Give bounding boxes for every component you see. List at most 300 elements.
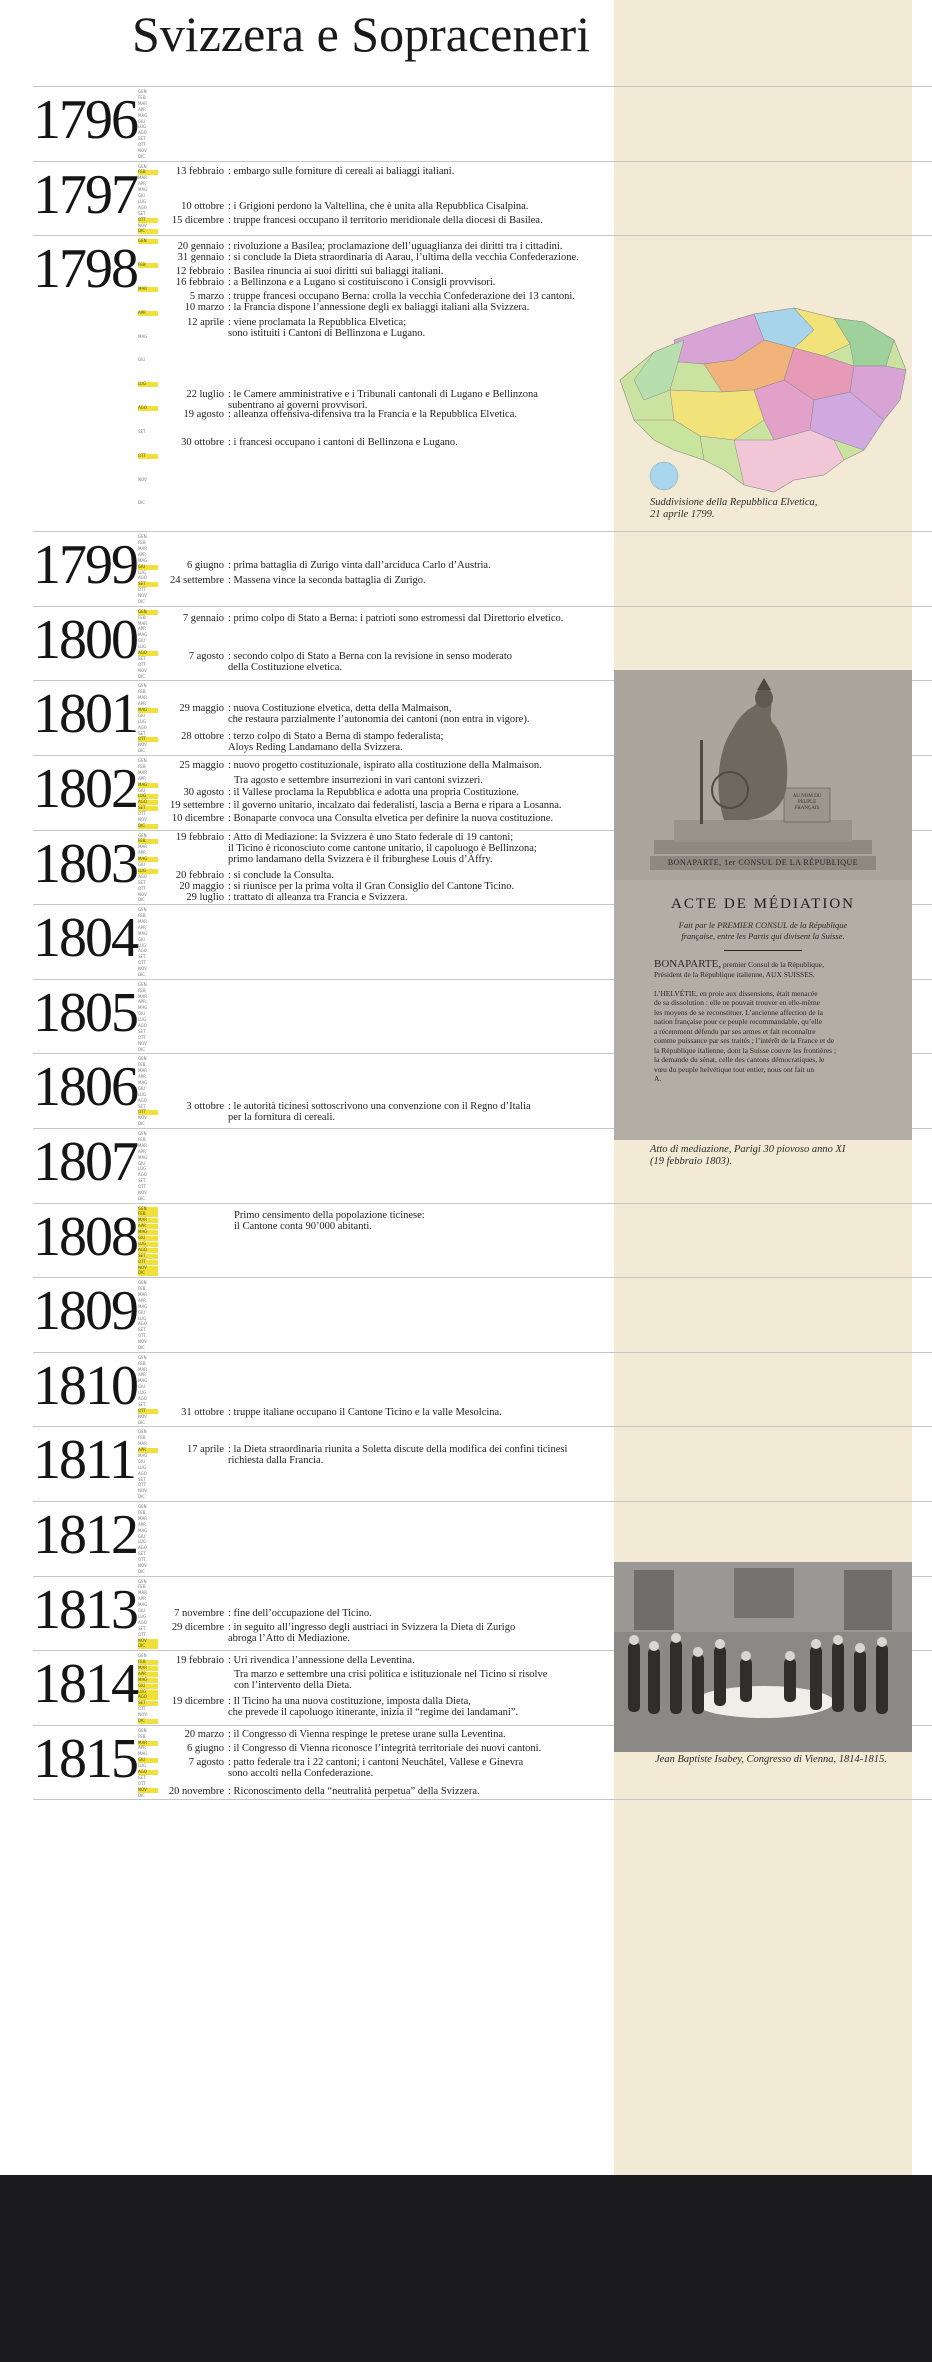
month-tick-label: LUG — [138, 1017, 147, 1023]
month-tick — [138, 454, 158, 459]
month-tick-label: SET — [138, 210, 146, 216]
month-tick — [138, 501, 158, 506]
event-date: 30 ottobre — [181, 437, 224, 449]
month-tick-label: AGO — [138, 948, 147, 954]
month-tick-label: DIC — [138, 500, 146, 506]
month-tick — [138, 1346, 158, 1351]
month-tick-label: NOV — [138, 1413, 147, 1419]
month-tick-label: MAG — [138, 1229, 148, 1235]
event-text: : i Grigioni perdono la Valtellina, che è unita alla Repubblica Cisalpina. — [228, 200, 529, 212]
year-label: 1812 — [33, 1504, 137, 1566]
month-tick-label: NOV — [138, 742, 147, 748]
event-text: : trattato di alleanza tra Francia e Svizzera. — [228, 891, 408, 903]
event-text: : le Camere amministrative e i Tribunali cantonali di Lugano e Bellinzona subentrano ai governi provvisori. — [228, 389, 538, 412]
month-tick-label: OTT — [138, 1184, 146, 1190]
event-date: 6 giugno — [186, 560, 224, 572]
month-tick — [138, 406, 158, 411]
month-tick — [138, 1495, 158, 1500]
event-date: 16 febbraio — [175, 277, 224, 289]
page-title: Svizzera e Sopraceneri — [132, 6, 591, 62]
month-tick-label: NOV — [138, 817, 147, 822]
document-rule — [724, 950, 802, 951]
month-tick-label: FEB — [138, 838, 146, 844]
month-tick-label: SET — [138, 136, 146, 142]
congress-of-vienna-figure — [614, 1562, 912, 1752]
event-text: : Atto di Mediazione: la Svizzera è uno Stato federale di 19 cantoni; il Ticino è riconosciuto come cantone unitario, il capoluogo è Bellinzona; primo landamano della Svizzera è il friburghese Louis d’Affry. — [228, 831, 537, 865]
month-tick-label: NOV — [138, 148, 147, 153]
document-subtitle: Fait par le PREMIER CONSUL de la République française, entre les Partis qui divisent la Suisse. — [678, 920, 848, 941]
month-tick — [138, 311, 158, 316]
month-tick-label: APR — [138, 1074, 146, 1080]
month-tick-label: DIC — [138, 1792, 146, 1798]
month-tick-label: GEN — [138, 832, 147, 838]
event-date: 19 settembre — [170, 800, 224, 811]
year-label: 1809 — [33, 1280, 137, 1343]
event-text: : patto federale tra i 22 cantoni; i cantoni Neuchâtel, Vallese e Ginevra sono accolti nella Confederazione. — [228, 1756, 524, 1779]
month-tick — [138, 973, 158, 978]
year-label: 1803 — [33, 832, 137, 895]
month-tick — [138, 1122, 158, 1127]
month-tick-label: APR — [138, 1521, 146, 1527]
month-tick-label: MAG — [138, 112, 148, 118]
month-tick-label: FEB — [138, 913, 146, 919]
month-tick-label: NOV — [138, 1712, 147, 1718]
month-tick-label: FEB — [138, 540, 146, 546]
month-tick-label: GIU — [138, 1384, 146, 1390]
event-date: 29 dicembre — [171, 1621, 224, 1633]
month-tick-label: MAR — [138, 993, 147, 999]
event-date: 13 febbraio — [175, 165, 224, 177]
month-tick-label: FEB — [138, 94, 146, 100]
event-date: 29 maggio — [179, 703, 224, 715]
event-text: : si conclude la Consulta. — [228, 869, 334, 881]
event-date: 10 ottobre — [181, 200, 224, 212]
month-tick-label: FEB — [138, 614, 146, 620]
month-tick-label: APR — [138, 106, 146, 112]
month-tick-label: GIU — [138, 862, 146, 868]
month-tick-label: NOV — [138, 891, 147, 897]
month-tick-label: FEB — [138, 1360, 146, 1366]
month-tick-label: NOV — [138, 222, 147, 228]
event-text: : Bonaparte convoca una Consulta elvetica per definire la nuova costituzione. — [228, 813, 554, 824]
year-divider — [33, 1352, 932, 1353]
month-tick — [138, 1271, 158, 1276]
month-tick-label: FEB — [138, 1584, 146, 1590]
month-tick-label: APR — [138, 626, 146, 632]
event-date: 19 febbraio — [175, 831, 224, 843]
event-date: 17 aprile — [186, 1444, 224, 1456]
month-tick-label: AGO — [138, 130, 147, 136]
month-tick-label: LUG — [138, 124, 147, 130]
month-tick-label: SET — [138, 1252, 146, 1258]
month-tick-label: APR — [138, 1148, 146, 1154]
month-tick-label: DIC — [138, 1419, 146, 1425]
year-label: 1811 — [33, 1429, 135, 1492]
event-date: 22 luglio — [186, 389, 224, 401]
month-tick — [138, 155, 158, 160]
year-divider — [33, 606, 932, 607]
month-tick-label: MAG — [138, 1676, 148, 1682]
month-tick-label: FEB — [138, 1435, 146, 1441]
month-tick-label: GEN — [138, 1131, 147, 1136]
mediation-document-figure — [614, 670, 912, 1140]
month-tick-label: LUG — [138, 718, 147, 724]
month-tick-label: APR — [138, 1223, 146, 1229]
month-tick-label: OTT — [138, 661, 146, 667]
event-date: 24 settembre — [170, 575, 224, 587]
month-tick-label: SET — [138, 1103, 146, 1109]
month-tick-label: NOV — [138, 593, 147, 599]
month-tick-label: APR — [138, 1670, 146, 1676]
month-tick-label: MAG — [138, 1079, 148, 1085]
event-text: : nuovo progetto costituzionale, ispirato alla costituzione della Malmaison. — [228, 760, 542, 771]
document-body-lead: BONAPARTE, — [654, 958, 722, 970]
event-date: 7 agosto — [188, 1756, 224, 1768]
document-body — [654, 960, 874, 1084]
month-tick-label: MAG — [138, 1527, 148, 1533]
year-label: 1813 — [33, 1578, 137, 1641]
swiss-map-figure — [614, 300, 912, 495]
month-tick-label: OTT — [138, 587, 146, 593]
month-tick-label: GEN — [138, 758, 147, 763]
mediation-caption: Atto di mediazione, Parigi 30 piovoso anno XI (19 febbraio 1803). — [650, 1144, 846, 1167]
event-date: 5 marzo — [189, 291, 224, 303]
month-tick-label: FEB — [138, 1286, 146, 1292]
month-tick-label: DIC — [138, 1643, 146, 1649]
month-tick-label: FEB — [138, 169, 146, 175]
month-tick-label: NOV — [138, 1040, 147, 1046]
event-text: : la Dieta straordinaria riunita a Soletta discute della modifica dei confini ticinesi richiesta dalla Francia. — [228, 1444, 568, 1467]
month-tick-label: APR — [138, 701, 146, 707]
month-tick-label: AGO — [138, 1396, 147, 1402]
month-tick-label: DIC — [138, 673, 146, 679]
month-tick-label: SET — [138, 1551, 146, 1557]
year-label: 1810 — [33, 1354, 137, 1417]
month-tick-label: FEB — [138, 1136, 146, 1142]
month-tick — [138, 600, 158, 605]
event-text: : alleanza offensiva-difensiva tra la Francia e la Repubblica Elvetica. — [228, 409, 518, 421]
month-tick-label: LUG — [138, 1688, 147, 1694]
month-tick — [138, 335, 158, 340]
month-tick-label: AGO — [138, 873, 147, 879]
month-tick-label: MAG — [138, 1751, 148, 1757]
month-tick-label: GIU — [138, 193, 146, 199]
month-tick-label: DIC — [138, 972, 146, 978]
month-tick-label: MAG — [138, 1005, 148, 1011]
event-text: : fine dell’occupazione del Ticino. — [228, 1607, 372, 1619]
month-tick-label: LUG — [138, 1539, 147, 1545]
month-tick — [138, 1644, 158, 1649]
year-divider — [33, 1203, 932, 1204]
month-tick-label: AGO — [138, 1470, 147, 1476]
month-tick-label: OTT — [138, 452, 146, 458]
event-text: : si conclude la Dieta straordinaria di Aarau, l’ultima della vecchia Confederazione. — [228, 252, 579, 264]
month-tick-label: SET — [138, 581, 146, 587]
month-tick — [138, 898, 158, 903]
month-tick-label: NOV — [138, 1563, 147, 1568]
year-block-1796 — [0, 86, 932, 161]
month-tick-label: LUG — [138, 1763, 147, 1769]
statue-figure-icon — [614, 670, 912, 880]
document-body-text: premier Consul de la République, Président de la République italienne, AUX SUISSES. L’HELVÉTIE, en proie aux dissensions, était menacée de sa dissolution : elle ne pouvait trouver en elle-même les moyens de se reconstituer. L’ancienne affection de la nation française pour ce peuple recommandable, qu’elle a récemment défendu par ses armes et fait reconnaître comme puissance par ses traités ; l’intérêt de la France et de la République italienne, dont la Suisse couvre les frontières ; la demande du sénat, celle des cantons démocratiques, le vœu du peuple helvétique tout entier, nous ont fait un A. — [654, 960, 837, 1083]
month-tick-label: MAG — [138, 856, 148, 862]
event-date: 28 ottobre — [181, 731, 224, 743]
year-label: 1815 — [33, 1727, 137, 1790]
event-date: 31 gennaio — [177, 252, 224, 264]
month-tick-label: DIC — [138, 1345, 146, 1351]
month-tick-label: MAG — [138, 706, 148, 712]
month-tick-label: NOV — [138, 966, 147, 972]
month-tick-label: GIU — [138, 1085, 146, 1091]
month-tick — [138, 824, 158, 829]
event-text: : il Vallese proclama la Repubblica e adotta una propria Costituzione. — [228, 787, 520, 798]
footer-band — [0, 2175, 932, 2362]
month-tick-label: MAG — [138, 1154, 148, 1160]
event-date: 19 dicembre — [171, 1696, 224, 1708]
month-tick-label: MAR — [138, 1515, 147, 1521]
month-tick-label: GEN — [138, 1653, 147, 1659]
month-tick-label: MAR — [138, 918, 147, 924]
event-date: 3 ottobre — [186, 1101, 224, 1113]
month-tick-label: MAR — [138, 175, 147, 181]
event-date: 25 maggio — [179, 760, 224, 771]
month-tick-label: LUG — [138, 644, 147, 650]
month-tick-label: OTT — [138, 1034, 146, 1040]
event-text: : il Congresso di Vienna riconosce l’integrità territoriale dei nuovi cantoni. — [228, 1742, 542, 1754]
month-tick-label: DIC — [138, 1121, 146, 1127]
month-tick-label: GEN — [138, 1578, 147, 1584]
year-divider — [33, 161, 932, 162]
month-tick-label: SET — [138, 879, 146, 885]
month-tick-label: GIU — [138, 936, 146, 942]
month-tick-label: FEB — [138, 262, 146, 268]
month-tick-label: GIU — [138, 1235, 146, 1241]
month-tick-label: SET — [138, 1774, 146, 1780]
month-tick — [138, 1570, 158, 1575]
month-tick-label: MAG — [138, 781, 148, 787]
month-tick-label: GIU — [138, 1608, 146, 1614]
month-tick-label: MAG — [138, 930, 148, 936]
event-date: 20 gennaio — [177, 241, 224, 253]
event-date: 12 febbraio — [175, 266, 224, 278]
year-block-1810 — [0, 1352, 932, 1427]
congress-caption: Jean Baptiste Isabey, Congresso di Vienna, 1814-1815. — [655, 1754, 887, 1765]
month-tick-label: SET — [138, 1327, 146, 1333]
month-tick-label: MAG — [138, 187, 148, 193]
year-block-1799 — [0, 531, 932, 606]
event-text: : Riconoscimento della “neutralità perpetua” della Svizzera. — [228, 1785, 480, 1797]
month-tick-label: DIC — [138, 599, 146, 605]
month-tick-label: NOV — [138, 1786, 147, 1792]
month-tick-label: GIU — [138, 1682, 146, 1688]
month-tick-label: APR — [138, 1596, 146, 1602]
month-tick-label: OTT — [138, 1631, 146, 1637]
month-tick-label: MAR — [138, 844, 147, 850]
year-label: 1802 — [33, 758, 137, 820]
month-tick-label: MAR — [138, 1217, 147, 1223]
year-label: 1801 — [33, 683, 137, 746]
month-tick-label: GEN — [138, 608, 147, 614]
month-tick-label: DIC — [138, 1195, 146, 1201]
event-date: 7 gennaio — [182, 612, 224, 624]
year-block-1811 — [0, 1426, 932, 1501]
event-text: : i francesi occupano i cantoni di Bellinzona e Lugano. — [228, 437, 458, 449]
event-text: : terzo colpo di Stato a Berna di stampo federalista; Aloys Reding Landamano della Svizzera. — [228, 731, 444, 754]
statue-engraving — [614, 670, 912, 880]
year-divider — [33, 1277, 932, 1278]
timeline-end-divider — [33, 1799, 932, 1800]
month-tick-label: NOV — [138, 1637, 147, 1643]
month-tick-label: OTT — [138, 1407, 146, 1413]
month-tick — [138, 430, 158, 435]
year-label: 1796 — [33, 89, 137, 151]
year-block-1808 — [0, 1203, 932, 1278]
month-tick-label: MAR — [138, 285, 147, 291]
month-tick-label: LUG — [138, 1390, 147, 1396]
month-tick-label: SET — [138, 805, 146, 811]
event-text: : prima battaglia di Zurigo vinta dall’arciduca Carlo d’Austria. — [228, 560, 491, 572]
year-label: 1814 — [33, 1653, 137, 1716]
month-tick-label: APR — [138, 1447, 146, 1453]
month-tick — [138, 1048, 158, 1053]
month-tick-label: GEN — [138, 163, 147, 169]
month-tick-label: GEN — [138, 907, 147, 913]
month-tick-label: MAR — [138, 1291, 147, 1297]
year-label: 1807 — [33, 1131, 137, 1193]
month-tick-label: SET — [138, 428, 146, 434]
month-tick-label: GEN — [138, 1056, 147, 1062]
month-tick-label: MAR — [138, 545, 147, 551]
month-tick-label: LUG — [138, 1091, 147, 1097]
year-label: 1799 — [33, 534, 137, 597]
month-tick-label: LUG — [138, 1315, 147, 1321]
month-tick-label: FEB — [138, 1062, 146, 1068]
month-tick-label: GEN — [138, 89, 147, 94]
month-tick-label: APR — [138, 924, 146, 930]
month-tick-label: MAG — [138, 1378, 148, 1384]
month-tick-label: AGO — [138, 1172, 147, 1178]
event-text: : in seguito all’ingresso degli austriaci in Svizzera la Dieta di Zurigo abroga l’Atto di Mediazione. — [228, 1621, 516, 1644]
month-tick — [138, 287, 158, 292]
month-tick-label: APR — [138, 1297, 146, 1303]
month-tick-label: FEB — [138, 763, 146, 769]
month-tick-label: OTT — [138, 1258, 146, 1264]
month-tick-label: OTT — [138, 216, 146, 222]
month-tick-label: MAG — [138, 632, 148, 638]
month-tick-label: MAG — [138, 1303, 148, 1309]
month-tick-label: NOV — [138, 1339, 147, 1345]
month-tick-label: MAG — [138, 333, 148, 339]
month-tick-label: GIU — [138, 1011, 146, 1017]
event-date: 20 marzo — [184, 1728, 224, 1740]
month-tick-label: AGO — [138, 1023, 147, 1029]
month-tick-label: DIC — [138, 1494, 146, 1500]
month-tick-label: FEB — [138, 1659, 146, 1665]
month-tick-label: MAR — [138, 1441, 147, 1447]
event-date: 20 maggio — [179, 880, 224, 892]
event-date: 29 luglio — [186, 891, 224, 903]
month-tick-label: OTT — [138, 885, 146, 891]
month-tick-label: DIC — [138, 748, 146, 754]
month-tick — [138, 229, 158, 234]
month-tick-label: AGO — [138, 1321, 147, 1327]
event-text: : truppe francesi occupano Berna: crolla la vecchia Confederazione dei 13 cantoni. — [228, 291, 575, 303]
month-tick-label: LUG — [138, 198, 147, 204]
event-text: : a Bellinzona e a Lugano si costituiscono i Consigli provvisori. — [228, 277, 496, 289]
month-tick-label: APR — [138, 181, 146, 187]
month-tick-label: OTT — [138, 142, 146, 148]
month-tick — [138, 1197, 158, 1202]
month-tick-label: LUG — [138, 1613, 147, 1619]
month-tick-label: MAG — [138, 1602, 148, 1608]
month-tick-label: NOV — [138, 1115, 147, 1121]
month-tick-label: DIC — [138, 228, 146, 234]
month-tick-label: AGO — [138, 724, 147, 730]
month-tick-label: SET — [138, 1028, 146, 1034]
month-tick-label: GIU — [138, 1309, 146, 1315]
month-tick-label: LUG — [138, 867, 147, 873]
month-tick-label: MAG — [138, 557, 148, 563]
month-tick-label: DIC — [138, 822, 146, 828]
month-tick-label: AGO — [138, 405, 147, 411]
month-tick — [138, 1421, 158, 1426]
month-tick-label: APR — [138, 850, 146, 856]
event-text: : truppe italiane occupano il Cantone Ticino e la valle Mesolcina. — [228, 1406, 502, 1418]
event-text: Tra agosto e settembre insurrezioni in vari cantoni svizzeri. — [234, 775, 483, 786]
event-date: 20 febbraio — [175, 869, 224, 881]
event-text: : truppe francesi occupano il territorio meridionale della diocesi di Basilea. — [228, 214, 543, 226]
month-tick-label: SET — [138, 1401, 146, 1407]
event-text: : le autorità ticinesi sottoscrivono una convenzione con il Regno d’Italia per la fornitura di cereali. — [228, 1101, 531, 1124]
month-tick — [138, 239, 158, 244]
month-tick-label: LUG — [138, 942, 147, 948]
month-tick-label: SET — [138, 655, 146, 661]
helvetic-republic-map — [614, 300, 912, 495]
year-label: 1804 — [33, 907, 137, 970]
month-tick-label: OTT — [138, 1780, 146, 1786]
month-tick-label: GEN — [138, 1429, 147, 1435]
month-tick-label: OTT — [138, 811, 146, 817]
event-text: : Basilea rinuncia ai suoi diritti sui baliaggi italiani. — [228, 266, 444, 278]
month-tick-label: DIC — [138, 1270, 146, 1276]
month-tick-label: AGO — [138, 1769, 147, 1775]
month-tick-label: NOV — [138, 667, 147, 673]
event-text: : la Francia dispone l’annessione degli ex baliaggi italiani alla Svizzera. — [228, 302, 530, 314]
year-divider — [33, 235, 932, 236]
month-tick-label: GEN — [138, 981, 147, 987]
month-tick-label: OTT — [138, 1482, 146, 1488]
month-tick — [138, 478, 158, 483]
month-tick-label: MAR — [138, 1068, 147, 1074]
month-tick-label: FEB — [138, 987, 146, 993]
month-tick-label: GEN — [138, 534, 147, 540]
event-date: 19 agosto — [183, 409, 224, 421]
month-tick — [138, 675, 158, 680]
event-date: 31 ottobre — [181, 1406, 224, 1418]
month-tick — [138, 382, 158, 387]
month-tick-label: LUG — [138, 1240, 147, 1246]
month-tick-label: SET — [138, 954, 146, 960]
month-tick-label: MAR — [138, 1366, 147, 1372]
month-tick-label: AGO — [138, 204, 147, 210]
document-banner: BONAPARTE, 1er CONSUL DE LA RÉPUBLIQUE — [650, 856, 876, 870]
event-text: : secondo colpo di Stato a Berna con la revisione in senso moderato della Costituzione elvetica. — [228, 650, 513, 673]
month-tick-label: AGO — [138, 575, 147, 581]
document-heading: ACTE DE MÉDIATION — [671, 896, 855, 912]
month-tick-label: MAG — [138, 1452, 148, 1458]
month-tick-label: GEN — [138, 238, 147, 244]
month-tick-label: NOV — [138, 476, 147, 482]
